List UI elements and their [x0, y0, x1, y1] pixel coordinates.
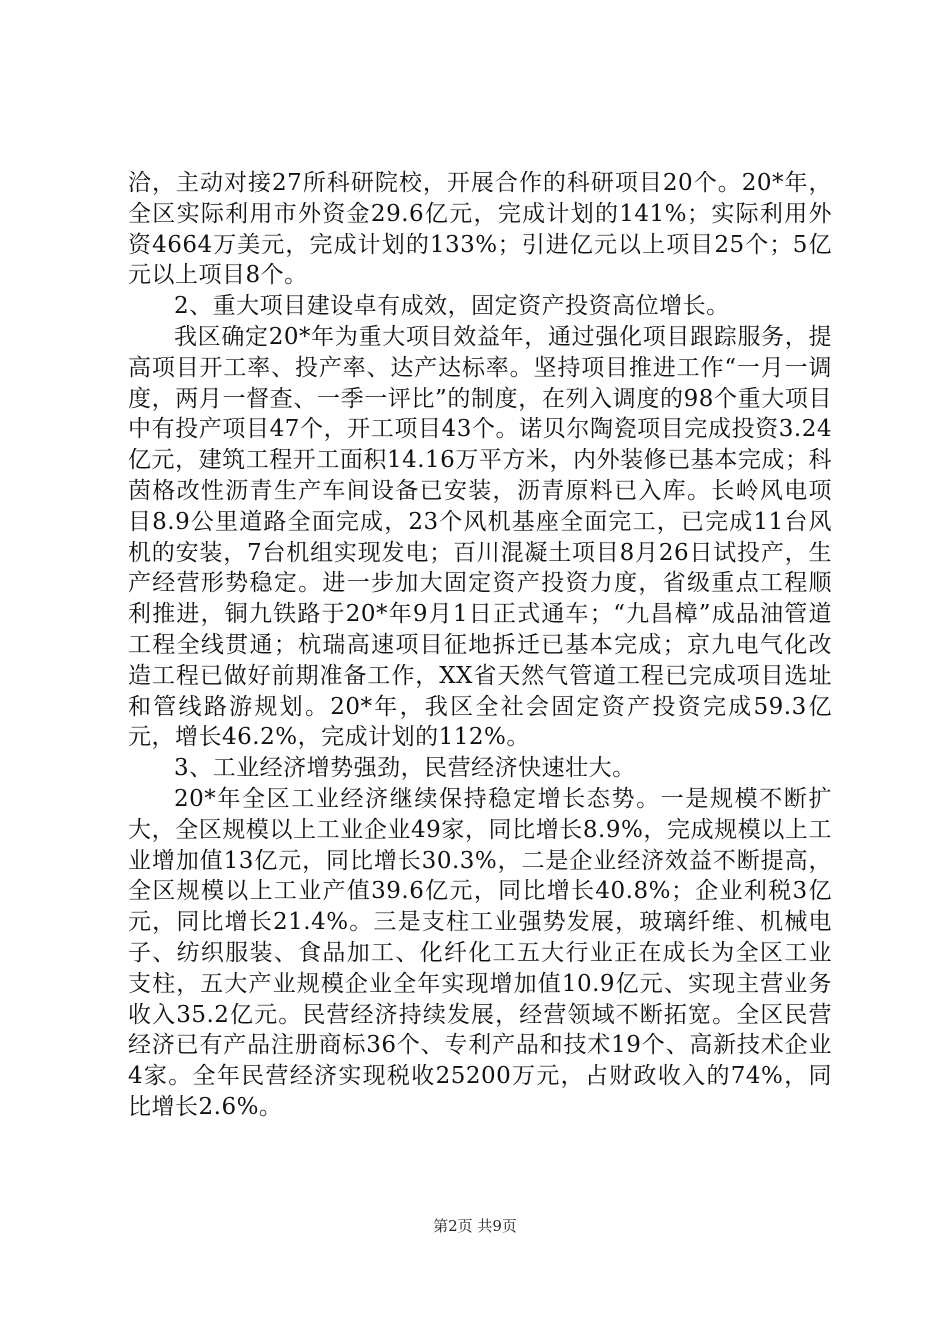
paragraph-continuation: 洽，主动对接27所科研院校，开展合作的科研项目20个。20*年，全区实际利用市外资金29.6亿元，完成计划的141%；实际利用外资4664万美元，完成计划的133%；引进亿元以上项目25个；5亿元以上项目8个。	[128, 170, 832, 289]
section-heading-2: 2、重大项目建设卓有成效，固定资产投资高位增长。	[174, 293, 730, 320]
document-body	[128, 168, 832, 1123]
page-footer: 第2页 共9页	[433, 1217, 517, 1235]
paragraph-major-projects: 我区确定20*年为重大项目效益年，通过强化项目跟踪服务，提高项目开工率、投产率、达产达标率。坚持项目推进工作“一月一调度，两月一督查、一季一评比”的制度，在列入调度的98个重大项目中有投产项目47个，开工项目43个。诺贝尔陶瓷项目完成投资3.24亿元，建筑工程开工面积14.16万平方米，内外装修已基本完成；科茵格改性沥青生产车间设备已安装，沥青原料已入库。长岭风电项目8.9公里道路全面完成，23个风机基座全面完工，已完成11台风机的安装，7台机组实现发电；百川混凝土项目8月26日试投产，生产经营形势稳定。进一步加大固定资产投资力度，省级重点工程顺利推进，铜九铁路于20*年9月1日正式通车；“九昌樟”成品油管道工程全线贯通；杭瑞高速项目征地拆迁已基本完成；京九电气化改造工程已做好前期准备工作，XX省天然气管道工程已完成项目选址和管线路游规划。20*年，我区全社会固定资产投资完成59.3亿元，增长46.2%，完成计划的112%。	[128, 323, 832, 751]
paragraph-industrial-economy: 20*年全区工业经济继续保持稳定增长态势。一是规模不断扩大，全区规模以上工业企业49家，同比增长8.9%，完成规模以上工业增加值13亿元，同比增长30.3%，二是企业经济效益不断提高，全区规模以上工业产值39.6亿元，同比增长40.8%；企业利税3亿元，同比增长21.4%。三是支柱工业强势发展，玻璃纤维、机械电子、纺织服装、食品加工、化纤化工五大行业正在成长为全区工业支柱，五大产业规模企业全年实现增加值10.9亿元、实现主营业务收入35.2亿元。民营经济持续发展，经营领域不断拓宽。全区民营经济已有产品注册商标36个、专利产品和技术19个、高新技术企业4家。全年民营经济实现税收25200万元，占财政收入的74%，同比增长2.6%。	[128, 785, 832, 1120]
section-heading-3: 3、工业经济增势强劲，民营经济快速壮大。	[174, 755, 636, 782]
